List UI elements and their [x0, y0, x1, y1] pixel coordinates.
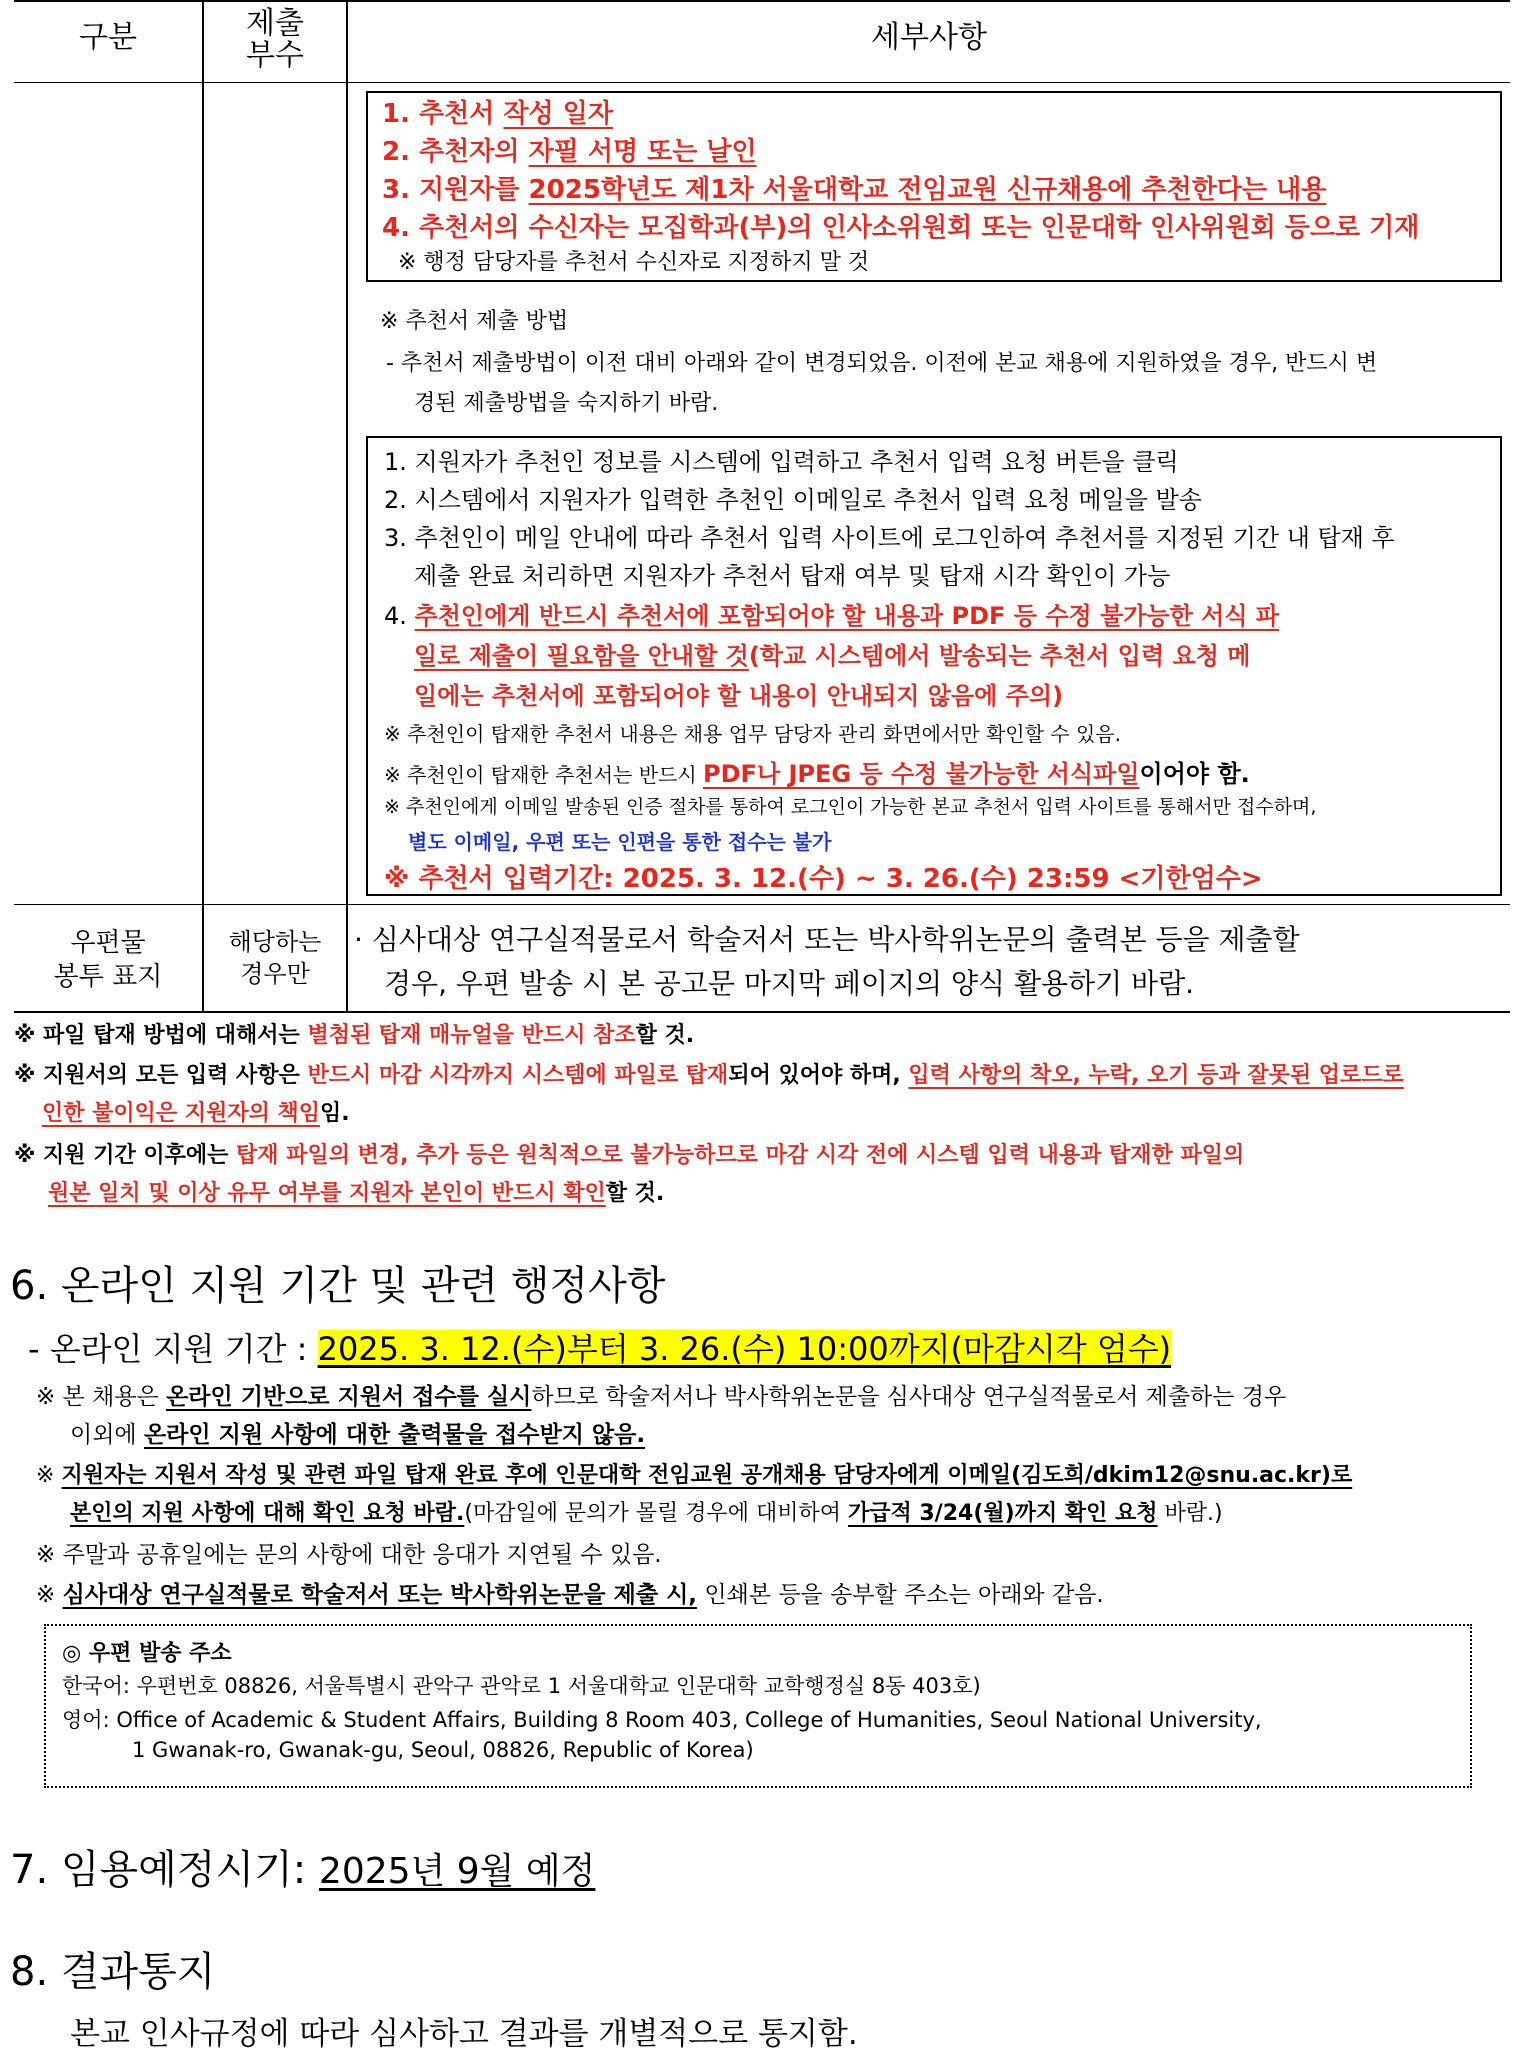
address-english-2: 1 Gwanak-ro, Gwanak-gu, Seoul, 08826, Republic of Korea) — [132, 1738, 754, 1762]
row2-detail-1: · 심사대상 연구실적물로서 학술저서 또는 박사학위논문의 출력본 등을 제출할 — [354, 923, 1300, 956]
header-category: 구분 — [79, 20, 137, 55]
row-divider — [14, 904, 1510, 905]
step-4-line-3: 일에는 추천서에 포함되어야 할 내용이 안내되지 않음에 주의) — [414, 682, 1064, 710]
note-after-period-1: ※ 지원 기간 이후에는 탑재 파일의 변경, 추가 등은 원칙적으로 불가능하므로 마감 시각 전에 시스템 입력 내용과 탑재한 파일의 — [14, 1143, 1245, 1168]
step-3-line-2: 제출 완료 처리하면 지원자가 추천서 탑재 여부 및 탑재 시각 확인이 가능 — [414, 562, 1171, 590]
rec-item-4: 4. 추천서의 수신자는 모집학과(부)의 인사소위원회 또는 인문대학 인사위원회 등으로 기재 — [382, 213, 1420, 243]
rec-item-3: 3. 지원자를 2025학년도 제1차 서울대학교 전임교원 신규채용에 추천한다는 내용 — [382, 175, 1327, 205]
note-input-items-2: 인한 불이익은 지원자의 책임임. — [42, 1101, 350, 1126]
rec-box-note: ※ 행정 담당자를 추천서 수신자로 지정하지 말 것 — [398, 250, 870, 275]
header-details: 세부사항 — [871, 20, 987, 55]
col-divider-1 — [202, 0, 204, 1013]
section-6-title: 6. 온라인 지원 기간 및 관련 행정사항 — [10, 1263, 666, 1309]
step-4-line-2: 일로 제출이 필요함을 안내할 것(학교 시스템에서 발송되는 추천서 입력 요청 메 — [414, 642, 1251, 670]
address-korean: 한국어: 우편번호 08826, 서울특별시 관악구 관악로 1 서울대학교 인문대학 교학행정실 8동 403호) — [62, 1674, 981, 1698]
step-4-line-1: 4. 추천인에게 반드시 추천서에 포함되어야 할 내용과 PDF 등 수정 불가능한 서식 파 — [384, 602, 1280, 630]
bullet-confirm-2: 본인의 지원 사항에 대해 확인 요청 바람.(마감일에 문의가 몰릴 경우에 대비하여 가급적 3/24(월)까지 확인 요청 바람.) — [70, 1501, 1223, 1526]
step-note-3: ※ 추천인에게 이메일 발송된 인증 절차를 통하여 로그인이 가능한 본교 추천서 입력 사이트를 통해서만 접수하며, — [384, 796, 1317, 818]
bullet-confirm-1: ※ 지원자는 지원서 작성 및 관련 파일 탑재 완료 후에 인문대학 전임교원 공개채용 담당자에게 이메일(김도희/dkim12@snu.ac.kr)로 — [36, 1463, 1353, 1488]
step-3-line-1: 3. 추천인이 메일 안내에 따라 추천서 입력 사이트에 로그인하여 추천서를 지정된 기간 내 탑재 후 — [384, 524, 1395, 552]
section-7-title: 7. 임용예정시기: 2025년 9월 예정 — [10, 1847, 596, 1893]
online-period: - 온라인 지원 기간 : 2025. 3. 12.(수)부터 3. 26.(수) 10:00까지(마감시각 엄수) — [28, 1330, 1172, 1368]
rec-item-1: 1. 추천서 작성 일자 — [382, 99, 613, 129]
header-divider — [14, 82, 1510, 83]
section-8-body: 본교 인사규정에 따라 심사하고 결과를 개별적으로 통지함. — [70, 2016, 858, 2052]
bullet-online-2: 이외에 온라인 지원 사항에 대한 출력물을 접수받지 않음. — [70, 1422, 646, 1448]
submission-steps-box — [366, 436, 1502, 896]
header-copies: 제출 부수 — [246, 6, 304, 73]
note-file-upload: ※ 파일 탑재 방법에 대해서는 별첨된 탑재 매뉴얼을 반드시 참조할 것. — [14, 1023, 695, 1048]
submit-method-desc-2: 경된 제출방법을 숙지하기 바람. — [414, 391, 719, 416]
note-input-items-1: ※ 지원서의 모든 입력 사항은 반드시 마감 시각까지 시스템에 파일로 탑재되어 있어야 하며, 입력 사항의 착오, 누락, 오기 등과 잘못된 업로드로 — [14, 1063, 1404, 1088]
bullet-mail-address: ※ 심사대상 연구실적물로 학술저서 또는 박사학위논문을 제출 시, 인쇄본 등을 송부할 주소는 아래와 같음. — [36, 1582, 1104, 1608]
submit-method-title: ※ 추천서 제출 방법 — [380, 309, 569, 334]
step-note-1: ※ 추천인이 탑재한 추천서 내용은 채용 업무 담당자 관리 화면에서만 확인할 수 있음. — [384, 722, 1121, 746]
note-after-period-2: 원본 일치 및 이상 유무 여부를 지원자 본인이 반드시 확인할 것. — [48, 1181, 665, 1206]
bullet-online-1: ※ 본 채용은 온라인 기반으로 지원서 접수를 실시하므로 학술저서나 박사학위논문을 심사대상 연구실적물로서 제출하는 경우 — [36, 1384, 1287, 1410]
step-1: 1. 지원자가 추천인 정보를 시스템에 입력하고 추천서 입력 요청 버튼을 클릭 — [384, 448, 1179, 476]
step-2: 2. 시스템에서 지원자가 입력한 추천인 이메일로 추천서 입력 요청 메일을 발송 — [384, 486, 1202, 514]
col-divider-2 — [346, 0, 348, 1013]
address-title: ◎ 우편 발송 주소 — [62, 1641, 232, 1666]
row2-copies: 해당하는 경우만 — [228, 928, 322, 988]
mailing-address-box — [44, 1624, 1472, 1788]
table-bottom-border — [14, 1011, 1510, 1013]
recommendation-deadline: ※ 추천서 입력기간: 2025. 3. 12.(수) ~ 3. 26.(수) 23:59 <기한엄수> — [384, 864, 1263, 894]
rec-item-2: 2. 추천자의 자필 서명 또는 날인 — [382, 137, 757, 167]
submit-method-desc-1: - 추천서 제출방법이 이전 대비 아래와 같이 변경되었음. 이전에 본교 채용에 지원하였을 경우, 반드시 변 — [386, 351, 1378, 376]
recommendation-contents-box — [366, 91, 1502, 282]
row2-category: 우편물 봉투 표지 — [53, 928, 163, 992]
step-note-2: ※ 추천인이 탑재한 추천서는 반드시 PDF나 JPEG 등 수정 불가능한 서식파일이어야 함. — [384, 760, 1250, 788]
address-english-1: 영어: Office of Academic & Student Affairs, Building 8 Room 403, College of Humanities, Seoul National University, — [62, 1708, 1262, 1732]
requirements-table — [14, 0, 1510, 1013]
step-note-4: 별도 이메일, 우편 또는 인편을 통한 접수는 불가 — [408, 830, 832, 854]
row2-detail-2: 경우, 우편 발송 시 본 공고문 마지막 페이지의 양식 활용하기 바람. — [384, 967, 1195, 1000]
bullet-weekend: ※ 주말과 공휴일에는 문의 사항에 대한 응대가 지연될 수 있음. — [36, 1542, 662, 1568]
table-top-border — [14, 0, 1510, 2]
section-8-title: 8. 결과통지 — [10, 1949, 216, 1995]
